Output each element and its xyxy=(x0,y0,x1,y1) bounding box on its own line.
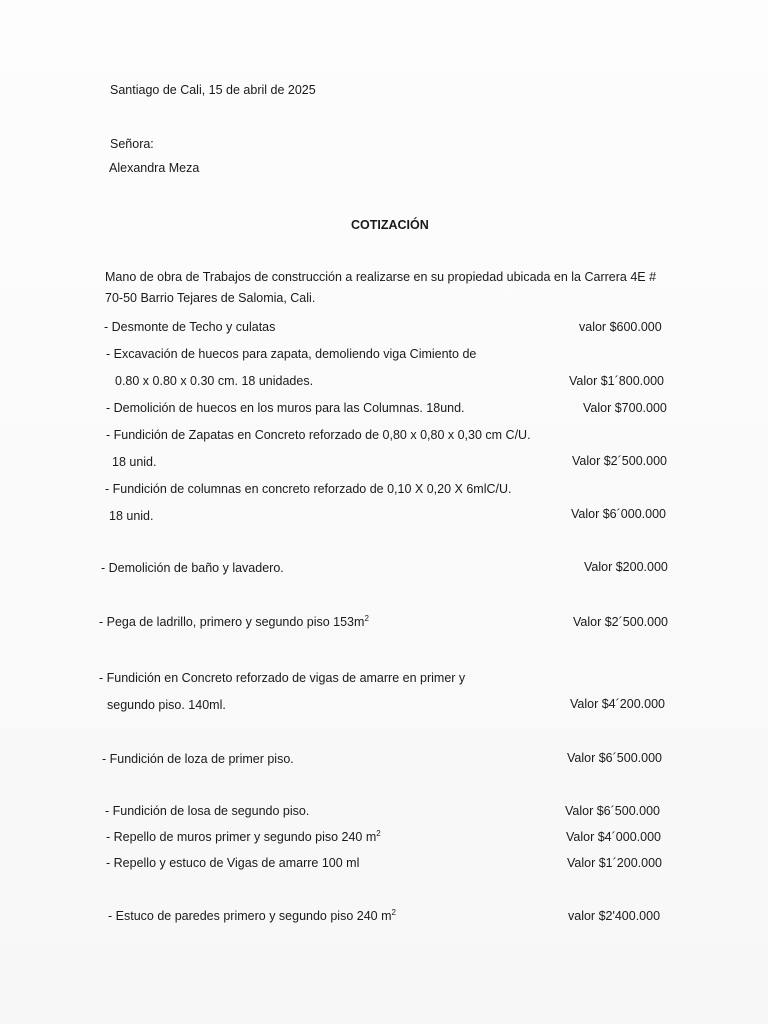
item-value: valor $600.000 xyxy=(579,320,662,334)
recipient-name: Alexandra Meza xyxy=(109,161,200,175)
item-value: Valor $6´500.000 xyxy=(567,751,662,765)
item-value: Valor $4´000.000 xyxy=(566,830,661,844)
item-description: - Fundición de losa de segundo piso. xyxy=(105,804,310,818)
superscript: 2 xyxy=(391,907,396,917)
item-description-continued: 0.80 x 0.80 x 0.30 cm. 18 unidades. xyxy=(115,374,314,388)
item-description: - Repello de muros primer y segundo piso 240 $m^2$ xyxy=(106,828,381,844)
item-description: - Estuco de paredes primero y segundo piso 240 $m^2$ xyxy=(108,907,396,923)
item-description-continued: 18 unid. xyxy=(112,455,157,469)
item-description-continued: 18 unid. xyxy=(109,509,154,523)
item-value: Valor $4´200.000 xyxy=(570,697,665,711)
intro-line-1: Mano de obra de Trabajos de construcción a realizarse en su propiedad ubicada en la Carrera 4E # xyxy=(105,270,657,284)
item-description: - Demolición de baño y lavadero. xyxy=(101,561,284,575)
item-value: Valor $1´800.000 xyxy=(569,374,664,388)
item-value: Valor $700.000 xyxy=(583,401,667,415)
item-description-continued: segundo piso. 140ml. xyxy=(107,698,226,712)
item-description: - Fundición en Concreto reforzado de vigas de amarre en primer y xyxy=(99,671,466,685)
item-value: valor $2'400.000 xyxy=(568,909,661,923)
intro-line-2: 70-50 Barrio Tejares de Salomia, Cali. xyxy=(105,291,316,305)
item-value: Valor $200.000 xyxy=(584,560,668,574)
item-description: - Pega de ladrillo, primero y segundo piso $153m^2$ xyxy=(99,613,369,629)
document-title: COTIZACIÓN xyxy=(351,218,429,232)
salutation: Señora: xyxy=(110,137,154,151)
item-description: - Excavación de huecos para zapata, demoliendo viga Cimiento de xyxy=(106,347,477,361)
place-date: Santiago de Cali, 15 de abril de 2025 xyxy=(110,83,316,97)
superscript: 2 xyxy=(364,613,369,623)
item-value: Valor $6´000.000 xyxy=(571,507,666,521)
item-value: Valor $2´500.000 xyxy=(572,454,667,468)
item-value: Valor $6´500.000 xyxy=(565,804,660,818)
superscript: 2 xyxy=(376,828,381,838)
item-description: - Demolición de huecos en los muros para las Columnas. 18und. xyxy=(106,401,465,415)
item-description: - Desmonte de Techo y culatas xyxy=(104,320,276,334)
item-description: - Fundición de loza de primer piso. xyxy=(102,752,294,766)
item-value: Valor $2´500.000 xyxy=(573,615,668,629)
item-description: - Repello y estuco de Vigas de amarre 100 ml xyxy=(106,856,360,870)
item-value: Valor $1´200.000 xyxy=(567,856,662,870)
item-description: - Fundición de columnas en concreto reforzado de 0,10 X 0,20 X 6mlC/U. xyxy=(105,482,512,496)
item-description: - Fundición de Zapatas en Concreto reforzado de 0,80 x 0,80 x 0,30 cm C/U. xyxy=(106,428,531,442)
